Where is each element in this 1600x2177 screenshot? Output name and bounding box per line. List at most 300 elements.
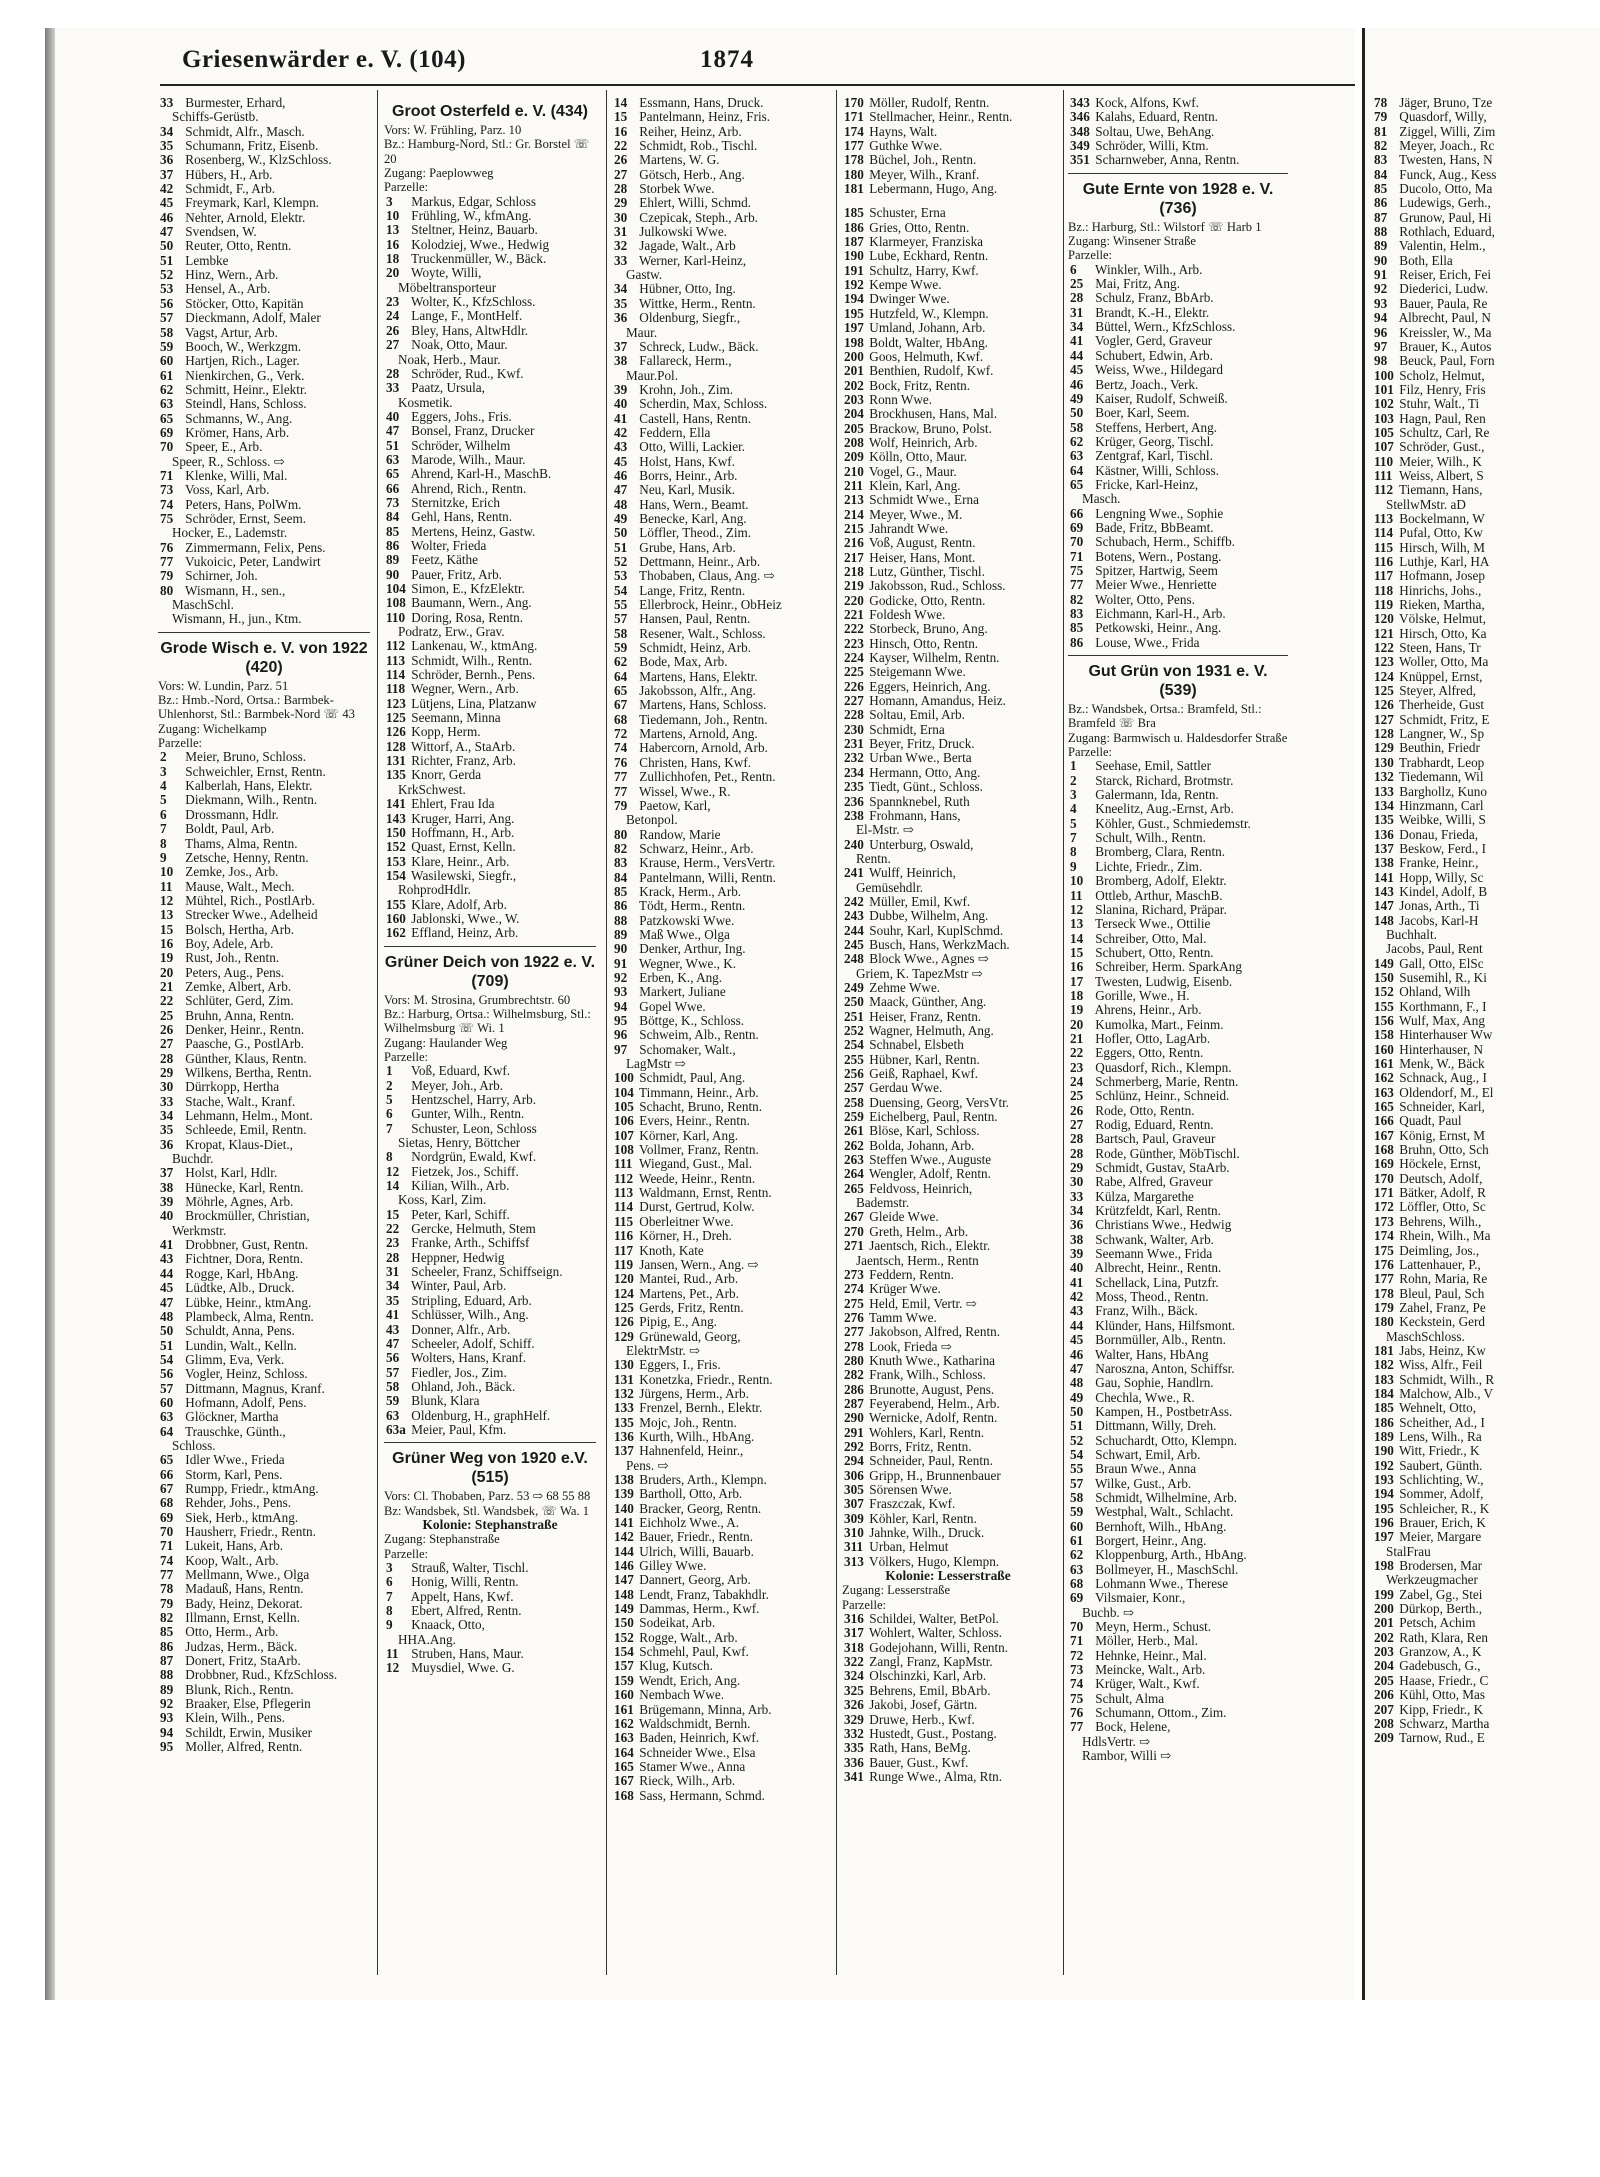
parcel-number: 28 [386,366,400,381]
parcel-number: 6 [160,807,167,822]
parcel-number: 227 [844,694,864,709]
parcel-entry [158,412,370,426]
facing-parcel-entry [1372,698,1600,712]
parcel-entry [1068,406,1288,420]
parcel-number: 9 [1070,859,1077,874]
parcel-number: 126 [386,725,406,740]
tenant-name: Paatz, Ursula, [408,381,485,396]
parcel-entry [842,422,1054,436]
parcel-entry [158,1482,370,1496]
parcel-entry [612,1086,824,1100]
parcel-number: 158 [1374,1028,1394,1043]
tenant-name: Bock, Fritz, Rentn. [866,378,971,393]
parcel-entry [1068,421,1288,435]
parcel-number: 185 [1374,1401,1394,1416]
parcel-entry [1068,1118,1288,1132]
parcel-number: 316 [844,1612,864,1627]
parcel-number: 271 [844,1239,864,1254]
facing-parcel-entry [1372,1502,1600,1516]
parcel-number: 241 [844,866,864,881]
parcel-entry [158,837,370,851]
parcel-entry [1068,802,1288,816]
entry-continuation: Schloss. [172,1438,216,1453]
tenant-name: Kaiser, Rudolf, Schweiß. [1092,391,1228,406]
parcel-entry [842,1655,1054,1669]
tenant-name: Walter, Hans, HbAng [1092,1347,1209,1362]
parcel-entry [842,838,1054,852]
parcel-entry [1068,1462,1288,1476]
tenant-name: Braun Wwe., Anna [1092,1462,1197,1477]
parcel-entry [842,1096,1054,1110]
parcel-number: 205 [844,421,864,436]
parcel-entry [842,1698,1054,1712]
tenant-name: Lundin, Walt., Kelln. [182,1338,297,1353]
tenant-name: Bruhn, Anna, Rentn. [182,1008,295,1023]
tenant-name: Rabe, Alfred, Graveur [1092,1175,1213,1190]
parcel-number: 5 [160,793,167,808]
tenant-name: Klünder, Hans, Hilfsmont. [1092,1318,1236,1333]
parcel-number: 29 [160,1066,174,1080]
parcel-entry [612,856,824,870]
tenant-name: Scharnweber, Anna, Rentn. [1092,153,1240,168]
tenant-name: Jacobs, Paul, Rent [1386,942,1483,957]
parcel-entry [1068,1089,1288,1103]
parcel-entry [612,1157,824,1171]
tenant-name: Behrens, Wilh., [1396,1214,1482,1229]
facing-parcel-entry [1372,1416,1600,1430]
parcel-number: 154 [386,868,406,883]
parcel-entry [1068,507,1288,521]
tenant-name: Godicke, Otto, Rentn. [866,593,986,608]
tenant-name: Bauer, Friedr., Rentn. [636,1530,754,1545]
parcel-entry [1068,1161,1288,1175]
parcel-number: 261 [844,1124,864,1139]
parcel-entry [612,1071,824,1085]
parcel-entry [158,1597,370,1611]
tenant-name: Winkler, Wilh., Arb. [1092,262,1203,277]
tenant-name: Hünecke, Karl, Rentn. [182,1180,304,1195]
parcel-entry [1068,759,1288,773]
parcel-number: 60 [1070,1519,1084,1534]
entry-continuation: HHA.Ang. [398,1632,456,1647]
parcel-entry [1068,1003,1288,1017]
parcel-entry [158,1640,370,1654]
tenant-name: Keckstein, Gerd [1396,1315,1485,1330]
parcel-number: 132 [1374,770,1394,785]
parcel-number: 130 [1374,755,1394,770]
parcel-number: 58 [160,325,174,340]
parcel-entry [384,725,596,739]
parcel-entry [1068,636,1288,650]
parcel-entry [842,436,1054,450]
parcel-number: 104 [386,582,406,596]
facing-parcel-entry [1372,282,1600,296]
parcel-number: 161 [1374,1057,1394,1072]
tenant-name: Schweim, Alb., Rentn. [636,1028,759,1043]
parcel-entry [1068,1434,1288,1448]
tenant-name: Wengler, Adolf, Rentn. [866,1167,991,1182]
tenant-name: Hofmann, Adolf, Pens. [182,1395,307,1410]
section-rule [1068,655,1288,656]
tenant-name: Dwinger Wwe. [866,292,950,307]
parcel-entry [158,168,370,182]
parcel-number: 208 [844,435,864,450]
tenant-name: Denker, Heinr., Rentn. [182,1022,305,1037]
association-info: Vors: Cl. Thobaben, Parz. 53 ⇨ 68 55 88 [384,1489,591,1504]
parcel-number: 45 [160,196,174,211]
parcel-number: 43 [614,440,628,455]
tenant-name: Eichmann, Karl-H., Arb. [1092,607,1226,621]
parcel-entry [612,526,824,540]
tenant-name: Granzow, A., K [1396,1645,1482,1660]
parcel-entry [1068,1391,1288,1405]
facing-parcel-entry [1372,153,1600,167]
tenant-name: Kilian, Wilh., Arb. [408,1179,510,1194]
parcel-number: 115 [1374,540,1394,555]
tenant-name: Jahnke, Wilh., Druck. [866,1526,985,1541]
facing-parcel-entry [1372,1272,1600,1286]
tenant-name: Schwarz, Martha [1396,1716,1490,1731]
tenant-name: Jonas, Arth., Ti [1396,899,1480,914]
facing-parcel-entry [1372,1157,1600,1171]
tenant-name: Boy, Adele, Arb. [182,936,274,951]
parcel-entry [1068,550,1288,564]
tenant-name: Ahrens, Heinr., Arb. [1092,1003,1202,1018]
parcel-entry [1068,1175,1288,1189]
tenant-name: Souhr, Karl, KuplSchmd. [866,923,1004,938]
parcel-entry [1068,1419,1288,1433]
parcel-entry [612,899,824,913]
tenant-name: Christians Wwe., Hedwig [1092,1218,1232,1233]
facing-parcel-entry [1372,440,1600,454]
tenant-name: Peter, Karl, Schiff. [408,1207,510,1222]
tenant-name: Meyer, Wilh., Kranf. [866,167,980,182]
tenant-name: Schmidt, Fritz, E [1396,712,1490,727]
parcel-number: 133 [614,1401,634,1416]
parcel-number: 57 [160,311,174,326]
facing-parcel-entry [1372,354,1600,368]
parcel-entry [1068,1261,1288,1275]
parcel-entry [1068,1706,1288,1720]
tenant-name: Honig, Willi, Rentn. [408,1575,519,1590]
parcel-number: 95 [614,1014,628,1028]
association-info: Zugang: Lesserstraße [842,1583,951,1598]
parcel-entry [842,393,1054,407]
tenant-name: Korthmann, F., I [1396,999,1487,1014]
parcel-number: 67 [160,1481,174,1496]
parcel-number: 37 [160,167,174,182]
parcel-entry [612,842,824,856]
tenant-name: Effland, Heinz, Arb. [408,926,519,941]
tenant-name: Chechla, Wwe., R. [1092,1390,1195,1405]
parcel-entry [384,410,596,424]
parcel-number: 63 [1070,1562,1084,1577]
parcel-number: 34 [614,282,628,297]
parcel-number: 46 [160,210,174,225]
tenant-name: Gadebusch, G., [1396,1659,1481,1674]
parcel-entry [612,426,824,440]
parcel-entry [842,981,1054,995]
parcel-number: 21 [1070,1031,1084,1046]
facing-parcel-entry [1372,1028,1600,1042]
parcel-number: 20 [386,266,400,281]
parcel-entry [842,1010,1054,1024]
tenant-name: Reiser, Erich, Fei [1396,268,1492,283]
tenant-name: Vagst, Artur, Arb. [182,325,278,340]
facing-parcel-entry [1372,1731,1600,1745]
parcel-number: 197 [844,321,864,336]
parcel-number: 270 [844,1224,864,1239]
parcel-entry [158,1625,370,1639]
facing-parcel-entry [1372,1315,1600,1329]
parcel-entry [1068,139,1288,153]
parcel-entry [842,751,1054,765]
tenant-name: Dammas, Herm., Kwf. [636,1602,760,1617]
parcel-number: 190 [844,249,864,264]
tenant-name: Schmehl, Paul, Kwf. [636,1645,749,1660]
parcel-number: 1 [386,1064,393,1079]
tenant-name: Martens, Pet., Arb. [636,1286,739,1301]
tenant-name: Thams, Alma, Rentn. [182,836,298,851]
tenant-name: Lebermann, Hugo, Ang. [866,182,998,197]
tenant-name: Zahel, Franz, Pe [1396,1300,1486,1315]
tenant-name: Hinrichs, Johs., [1396,583,1482,598]
parcel-entry [842,364,1054,378]
facing-parcel-entry [1372,1373,1600,1387]
parcel-number: 277 [844,1325,864,1340]
facing-parcel-entry [1372,512,1600,526]
tenant-name: Jabs, Heinz, Kw [1396,1343,1486,1358]
parcel-number: 125 [386,711,406,726]
parcel-entry [158,1080,370,1094]
section-rule [1068,173,1288,174]
parcel-entry [158,1023,370,1037]
facing-parcel-entry [1372,641,1600,655]
association-info: Bz: Wandsbek, Stl. Wandsbek, ☏ Wa. 1 [384,1503,590,1518]
tenant-name: Schreck, Ludw., Bäck. [636,339,759,354]
tenant-name: König, Ernst, M [1396,1128,1486,1143]
parcel-entry [1068,1147,1288,1161]
tenant-name: Both, Ella [1396,253,1453,268]
parcel-entry [1068,989,1288,1003]
parcel-number: 68 [614,712,628,727]
tenant-name: Busch, Hans, WerkzMach. [866,937,1010,952]
parcel-entry [384,510,596,524]
parcel-number: 148 [1374,913,1394,928]
tenant-name: Witt, Friedr., K [1396,1444,1480,1459]
parcel-number: 50 [1070,1404,1084,1419]
tenant-name: Feddern, Rentn. [866,1267,954,1282]
parcel-number: 53 [160,282,174,297]
parcel-entry [158,569,370,583]
parcel-number: 66 [1070,506,1084,521]
spacer [842,196,1054,206]
parcel-number: 69 [1070,1591,1084,1606]
parcel-entry [842,206,1054,220]
tenant-name: Donner, Alfr., Arb. [408,1322,511,1337]
parcel-entry [612,440,824,454]
parcel-number: 144 [614,1544,634,1559]
parcel-number: 36 [614,311,628,326]
tenant-name: Oberleitner Wwe. [636,1214,734,1229]
parcel-number: 65 [160,1453,174,1468]
parcel-number: 41 [614,411,628,426]
parcel-entry [384,754,596,768]
tenant-name: Julkowski Wwe. [636,225,727,240]
parcel-entry [384,525,596,539]
parcel-entry [158,750,370,764]
parcel-entry [384,654,596,668]
tenant-name: Dittmann, Willy, Dreh. [1092,1419,1217,1434]
parcel-number: 18 [1070,988,1084,1003]
parcel-number: 120 [1374,612,1394,627]
parcel-number: 322 [844,1655,864,1670]
tenant-name: Quast, Ernst, Kelln. [408,840,516,855]
entry-continuation: Koss, Karl, Zim. [398,1193,487,1208]
entry-continuation: MaschSchl. [172,598,234,613]
parcel-entry [1068,932,1288,946]
tenant-name: Martens, Hans, Schloss. [636,698,767,713]
tenant-name: Drobbner, Rud., KfzSchloss. [182,1668,338,1683]
parcel-entry [1068,1075,1288,1089]
parcel-number: 83 [614,856,628,871]
parcel-number: 23 [386,295,400,310]
tenant-name: Schubert, Otto, Rentn. [1092,945,1214,960]
parcel-number: 13 [386,223,400,238]
tenant-name: Mertens, Heinz, Gastw. [408,524,536,539]
parcel-entry [612,885,824,899]
parcel-number: 215 [844,521,864,536]
parcel-number: 163 [614,1731,634,1746]
tenant-name: Wiegand, Gust., Mal. [636,1157,753,1172]
facing-parcel-entry [1372,1229,1600,1243]
tenant-name: Feldvoss, Heinrich, [866,1181,973,1196]
parcel-entry [842,866,1054,880]
association-info: Zugang: Paeplowweg [384,166,494,181]
parcel-number: 280 [844,1353,864,1368]
tenant-name: Gripp, H., Brunnenbauer [866,1468,1001,1483]
parcel-number: 234 [844,765,864,780]
tenant-name: Wohlert, Walter, Schloss. [866,1626,1003,1641]
tenant-name: Zullichhofen, Pet., Rentn. [636,770,776,785]
parcel-entry [1068,535,1288,549]
tenant-name: Blunk, Rich., Rentn. [182,1682,294,1697]
parcel-number: 84 [614,870,628,885]
parcel-entry [842,1210,1054,1224]
parcel-number: 65 [614,684,628,699]
tenant-name: Hinzmann, Carl [1396,798,1484,813]
tenant-name: Konetzka, Friedr., Rentn. [636,1372,773,1387]
parcel-entry [384,898,596,912]
parcel-number: 25 [160,1008,174,1023]
tenant-name: Fichtner, Dora, Rentn. [182,1252,304,1267]
parcel-entry [1068,110,1288,124]
parcel-entry [158,994,370,1008]
tenant-name: Mojc, Joh., Rentn. [636,1415,737,1430]
parcel-entry [842,1038,1054,1052]
parcel-entry [612,612,824,626]
tenant-name: Schwart, Emil, Arb. [1092,1447,1201,1462]
parcel-number: 126 [1374,698,1394,713]
tenant-name: Kropat, Klaus-Diet., [182,1137,293,1152]
parcel-number: 231 [844,737,864,752]
tenant-name: Bartsch, Paul, Graveur [1092,1132,1216,1147]
parcel-number: 94 [614,999,628,1014]
parcel-number: 55 [614,598,628,613]
parcel-entry [384,223,596,237]
parcel-entry [842,307,1054,321]
parcel-entry [158,1238,370,1252]
parcel-entry [612,1602,824,1616]
parcel-number: 41 [160,1238,174,1253]
tenant-name: Bruhn, Otto, Sch [1396,1143,1489,1158]
parcel-number: 178 [1374,1286,1394,1301]
parcel-number: 20 [160,965,174,980]
tenant-name: Bartholl, Otto, Arb. [636,1487,743,1502]
parcel-entry [1068,1290,1288,1304]
parcel-entry [612,1272,824,1286]
tenant-name: Schmitt, Heinr., Elektr. [182,382,307,397]
tenant-name: Jakobsson, Rud., Schloss. [866,579,1006,594]
parcel-entry [842,708,1054,722]
parcel-entry [158,125,370,139]
tenant-name: Frühling, W., kfmAng. [408,209,532,224]
parcel-number: 224 [844,651,864,666]
parcel-number: 90 [386,567,400,582]
parcel-entry [1068,1132,1288,1146]
parcel-number: 63 [386,1408,400,1423]
parcel-number: 267 [844,1210,864,1225]
parcel-entry [612,1401,824,1415]
tenant-name: Kalberlah, Hans, Elektr. [182,779,313,794]
parcel-entry [1068,917,1288,931]
parcel-number: 69 [1070,520,1084,535]
parcel-number: 206 [1374,1688,1394,1703]
tenant-name: Rode, Günther, MöbTischl. [1092,1146,1240,1161]
tenant-name: Klare, Heinr., Arb. [408,854,510,869]
parcel-number: 235 [844,780,864,795]
tenant-name: Jahrandt Wwe. [866,521,949,536]
parcel-entry [158,1267,370,1281]
tenant-name: Bade, Fritz, BbBeamt. [1092,520,1214,535]
parcel-entry [612,1258,824,1272]
tenant-name: Essmann, Hans, Druck. [636,96,764,110]
parcel-entry [158,96,370,110]
parcel-entry [158,1410,370,1424]
tenant-name: Rath, Hans, BeMg. [866,1741,971,1756]
parcel-number: 36 [160,153,174,168]
tenant-name: Weiss, Wwe., Hildegard [1092,363,1224,378]
tenant-name: Gilley Wwe. [636,1559,707,1574]
tenant-name: Waldschmidt, Bernh. [636,1716,751,1731]
parcel-number: 45 [1070,1333,1084,1348]
tenant-name: Diederici, Ludw. [1396,282,1489,297]
parcel-number: 255 [844,1052,864,1067]
parcel-entry [842,995,1054,1009]
parcel-number: 136 [614,1429,634,1444]
parcel-entry [842,1641,1054,1655]
tenant-name: Nehter, Arnold, Elektr. [182,210,306,225]
parcel-number: 51 [160,1338,174,1353]
tenant-name: Wiss, Alfr., Feil [1396,1358,1483,1373]
parcel-number: 117 [1374,569,1394,584]
tenant-name: Barghollz, Kuno [1396,784,1487,799]
tenant-name: Schlünz, Heinr., Schneid. [1092,1089,1230,1104]
tenant-name: Schröder, Willi, Ktm. [1092,139,1209,154]
tenant-name: Lehmann, Helm., Mont. [182,1109,313,1124]
parcel-entry [384,424,596,438]
tenant-name: Paetow, Karl, [636,798,711,813]
